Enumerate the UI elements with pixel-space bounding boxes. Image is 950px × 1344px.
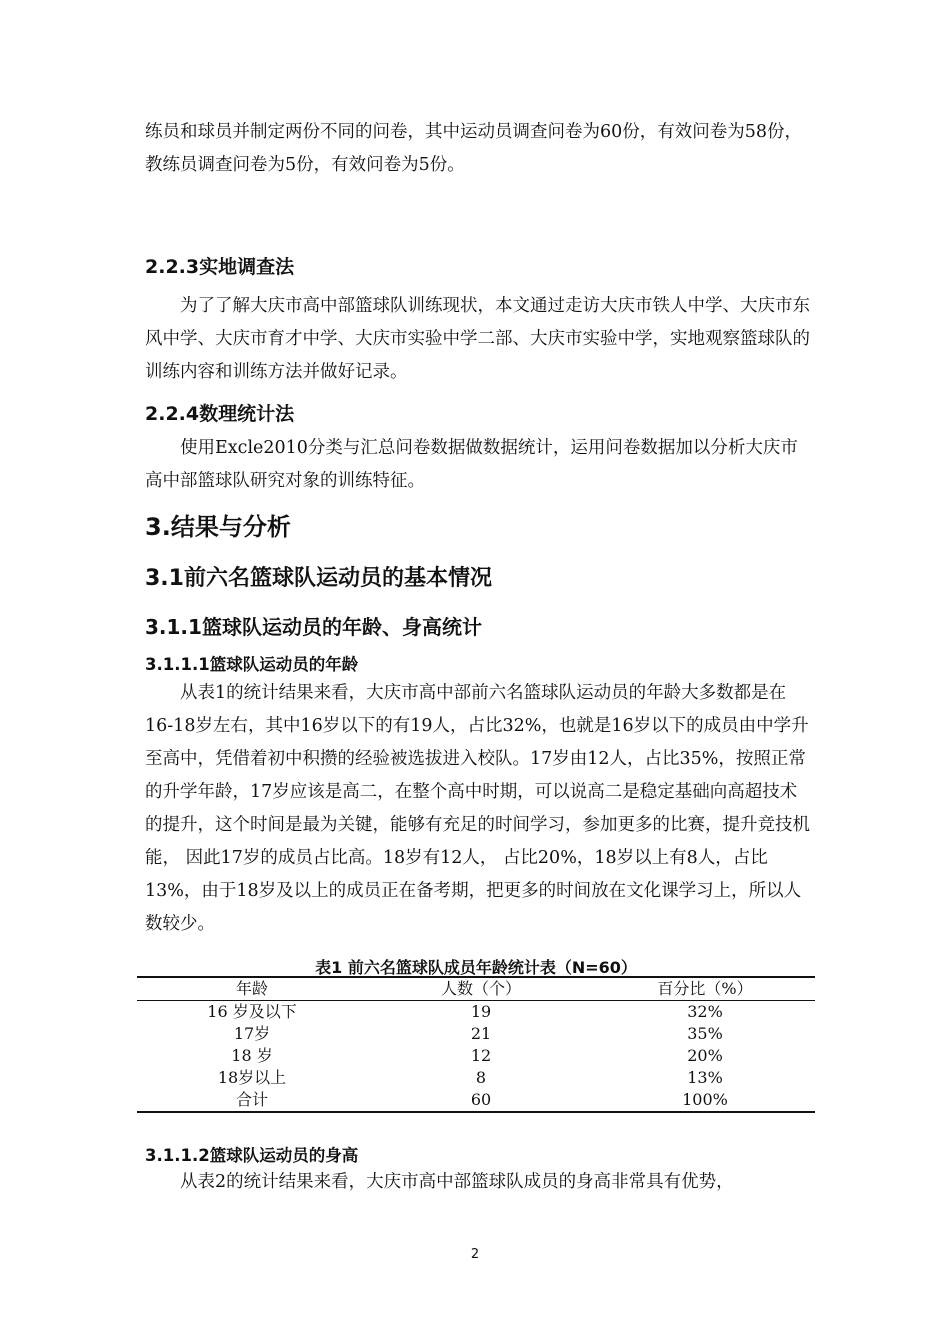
paragraph-intro: 练员和球员并制定两份不同的问卷，其中运动员调查问卷为60份，有效问卷为58份，教练员调查问卷为5份，有效问卷为5份。	[145, 122, 803, 175]
paragraph-statistics: 使用Excle2010分类与汇总问卷数据做数据统计，运用问卷数据加以分析大庆市高中部篮球队研究对象的训练特征。	[145, 438, 798, 491]
table-row	[137, 1023, 815, 1045]
heading-3-1: 3.1前六名篮球队运动员的基本情况	[145, 566, 492, 591]
table-header-row	[137, 977, 815, 1001]
cell-percent: 35%	[687, 1024, 723, 1043]
paragraph-field-survey: 为了了解大庆市高中部篮球队训练现状，本文通过走访大庆市铁人中学、大庆市东风中学、大庆市育才中学、大庆市实验中学二部、大庆市实验中学，实地观察篮球队的训练内容和训练方法并做好记录。	[145, 296, 810, 382]
heading-3-1-1: 3.1.1篮球队运动员的年龄、身高统计	[145, 615, 482, 639]
heading-3-1-1-2: 3.1.1.2篮球队运动员的身高	[145, 1146, 359, 1165]
page-number: 2	[470, 1247, 480, 1262]
heading-2-2-3: 2.2.3实地调查法	[145, 256, 295, 278]
cell-percent: 100%	[595, 1089, 815, 1112]
table-row	[137, 1067, 815, 1089]
cell-percent: 20%	[687, 1046, 723, 1065]
cell-age: 17岁	[233, 1024, 271, 1043]
cell-age: 18岁以上	[217, 1068, 287, 1087]
age-statistics-table	[137, 976, 815, 1113]
paragraph-age-analysis: 从表1的统计结果来看，大庆市高中部前六名篮球队运动员的年龄大多数都是在16-18岁左右，其中16岁以下的有19人，占比32%，也就是16岁以下的成员由中学升至高中，凭借着初中积攒的经验被选拔进入校队。17岁由12人，占比35%，按照正常的升学年龄，17岁应该是高二，在整个高中时期，可以说高二是稳定基础向高超技术的提升，这个时间是最为关键，能够有充足的时间学习，参加更多的比赛，提升竞技机能， 因此17岁的成员占比高。18岁有12人， 占比20%，18岁以上有8人，占比13%，由于18岁及以上的成员正在备考期，把更多的时间放在文化课学习上，所以人数较少。	[145, 683, 810, 934]
heading-3: 3.结果与分析	[145, 513, 291, 541]
column-header-percent: 百分比（%）	[595, 977, 815, 1001]
table-row	[137, 1045, 815, 1067]
cell-age: 合计	[137, 1089, 367, 1112]
cell-age: 16 岁及以下	[207, 1002, 297, 1021]
cell-count: 8	[475, 1068, 487, 1087]
heading-2-2-4: 2.2.4数理统计法	[145, 403, 295, 425]
table-row	[137, 1001, 815, 1024]
column-header-count: 人数（个）	[367, 977, 595, 1001]
column-header-age: 年龄	[137, 977, 367, 1001]
cell-age: 18 岁	[231, 1046, 273, 1065]
cell-count: 12	[470, 1046, 492, 1065]
cell-count: 21	[470, 1024, 492, 1043]
table-1-title: 表1 前六名篮球队成员年龄统计表（N=60）	[315, 958, 637, 977]
cell-count: 60	[367, 1089, 595, 1112]
heading-3-1-1-1: 3.1.1.1篮球队运动员的年龄	[145, 655, 359, 674]
table-row-total	[137, 1089, 815, 1112]
cell-count: 19	[470, 1002, 492, 1021]
cell-percent: 32%	[687, 1002, 723, 1021]
cell-percent: 13%	[687, 1068, 723, 1087]
paragraph-height-analysis: 从表2的统计结果来看，大庆市高中部篮球队成员的身高非常具有优势，	[180, 1172, 734, 1192]
